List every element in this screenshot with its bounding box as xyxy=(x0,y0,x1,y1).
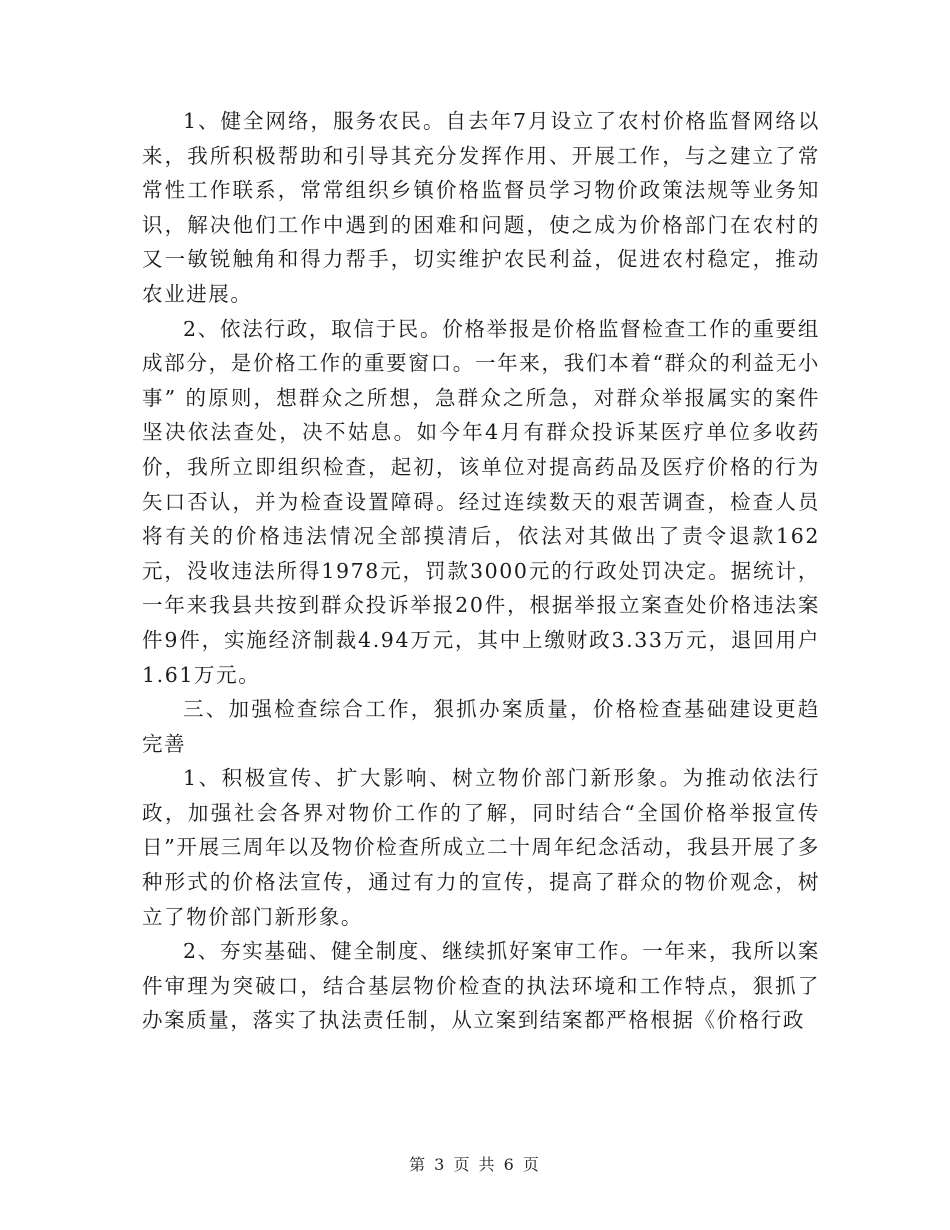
page-number-footer: 第 3 页 共 6 页 xyxy=(409,1155,541,1174)
paragraph-network-service: 1、健全网络，服务农民。自去年7月设立了农村价格监督网络以来，我所积极帮助和引导其充分发挥作用、开展工作，与之建立了常常性工作联系，常常组织乡镇价格监督员学习物价政策法规等业务知识，解决他们工作中遇到的困难和问题，使之成为价格部门在农村的又一敏锐触角和得力帮手，切实维护农民利益，促进农村稳定，推动农业进展。 xyxy=(142,109,820,306)
paragraph-publicity: 1、积极宣传、扩大影响、树立物价部门新形象。为推动依法行政，加强社会各界对物价工作的了解，同时结合“全国价格举报宣传日”开展三周年以及物价检查所成立二十周年纪念活动，我县开展了多种形式的价格法宣传，通过有力的宣传，提高了群众的物价观念，树立了物价部门新形象。 xyxy=(142,766,820,929)
section-heading-inspection: 三、加强检查综合工作，狠抓办案质量，价格检查基础建设更趋完善 xyxy=(142,697,820,756)
paragraph-lawful-administration: 2、依法行政，取信于民。价格举报是价格监督检查工作的重要组成部分，是价格工作的重要窗口。一年来，我们本着“群众的利益无小事” 的原则，想群众之所想，急群众之所急，对群众举报属实的案件坚决依法查处，决不姑息。如今年4月有群众投诉某医疗单位多收药价，我所立即组织检查，起初，该单位对提高药品及医疗价格的行为矢口否认，并为检查设置障碍。经过连续数天的艰苦调查，检查人员将有关的价格违法情况全部摸清后，依法对其做出了责令退款162元，没收违法所得1978元，罚款3000元的行政处罚决定。据统计，一年来我县共按到群众投诉举报20件，根据举报立案查处价格违法案件9件，实施经济制裁4.94万元，其中上缴财政3.33万元，退回用户1.61万元。 xyxy=(142,316,820,687)
document-body xyxy=(142,104,820,1038)
paragraph-foundation: 2、夯实基础、健全制度、继续抓好案审工作。一年来，我所以案件审理为突破口，结合基层物价检查的执法环境和工作特点，狠抓了办案质量，落实了执法责任制，从立案到结案都严格根据《价格行政 xyxy=(142,939,820,1033)
